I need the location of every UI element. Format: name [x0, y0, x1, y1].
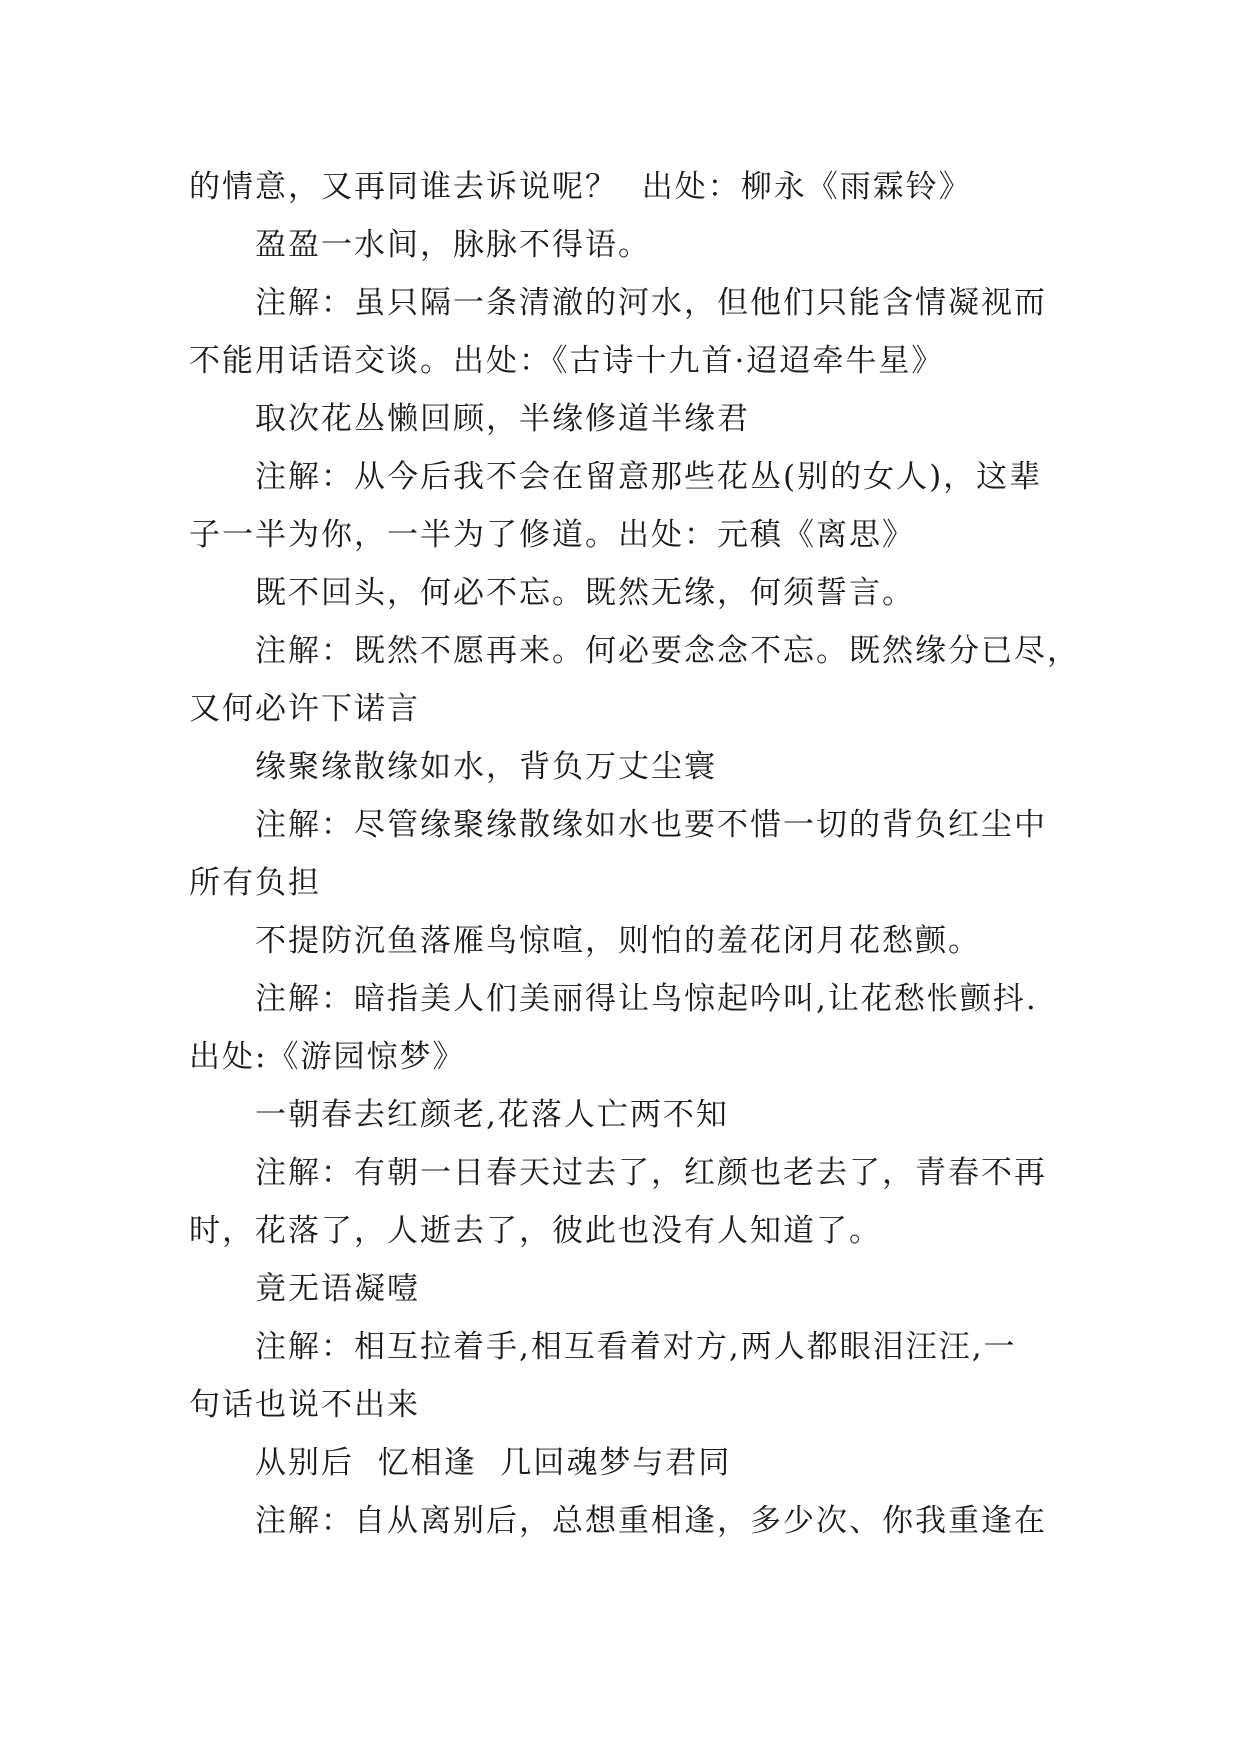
- text-line: 注解：从今后我不会在留意那些花丛(别的女人)，这辈: [255, 459, 1043, 495]
- text-line: 注解：暗指美人们美丽得让鸟惊起吟叫,让花愁怅颤抖.: [255, 981, 1038, 1017]
- text-line: 缘聚缘散缘如水，背负万丈尘寰: [255, 749, 717, 785]
- text-line: 所有负担: [189, 865, 321, 901]
- text-line: 取次花丛懒回顾，半缘修道半缘君: [255, 401, 750, 437]
- text-line: 注解：尽管缘聚缘散缘如水也要不惜一切的背负红尘中: [255, 807, 1047, 843]
- text-line: 注解：相互拉着手,相互看着对方,两人都眼泪汪汪,一: [255, 1329, 1017, 1365]
- text-line: 从别后 忆相逢 几回魂梦与君同: [255, 1445, 732, 1481]
- text-line: 不提防沉鱼落雁鸟惊喧，则怕的羞花闭月花愁颤。: [255, 923, 981, 959]
- text-line: 句话也说不出来: [189, 1387, 420, 1423]
- text-line: 出处:《游园惊梦》: [189, 1039, 466, 1075]
- text-line: 注解：有朝一日春天过去了，红颜也老去了，青春不再: [255, 1155, 1047, 1191]
- text-line: 的情意，又再同谁去诉说呢？ 出处：柳永《雨霖铃》: [189, 169, 972, 205]
- text-line: 一朝春去红颜老,花落人亡两不知: [255, 1097, 729, 1133]
- text-line: 注解：既然不愿再来。何必要念念不忘。既然缘分已尽，: [255, 633, 1080, 669]
- text-line: 既不回头，何必不忘。既然无缘，何须誓言。: [255, 575, 915, 611]
- text-line: 注解：自从离别后，总想重相逢，多少次、你我重逢在: [255, 1503, 1047, 1539]
- text-line: 子一半为你，一半为了修道。出处：元稹《离思》: [189, 517, 915, 553]
- document-body: [189, 158, 1080, 1550]
- text-line: 注解：虽只隔一条清澈的河水，但他们只能含情凝视而: [255, 285, 1047, 321]
- text-line: 盈盈一水间，脉脉不得语。: [255, 227, 651, 263]
- text-line: 竟无语凝噎: [255, 1271, 420, 1307]
- text-line: 又何必许下诺言: [189, 691, 420, 727]
- text-line: 不能用话语交谈。出处：《古诗十九首·迢迢牵牛星》: [189, 343, 945, 379]
- text-line: 时，花落了，人逝去了，彼此也没有人知道了。: [189, 1213, 882, 1249]
